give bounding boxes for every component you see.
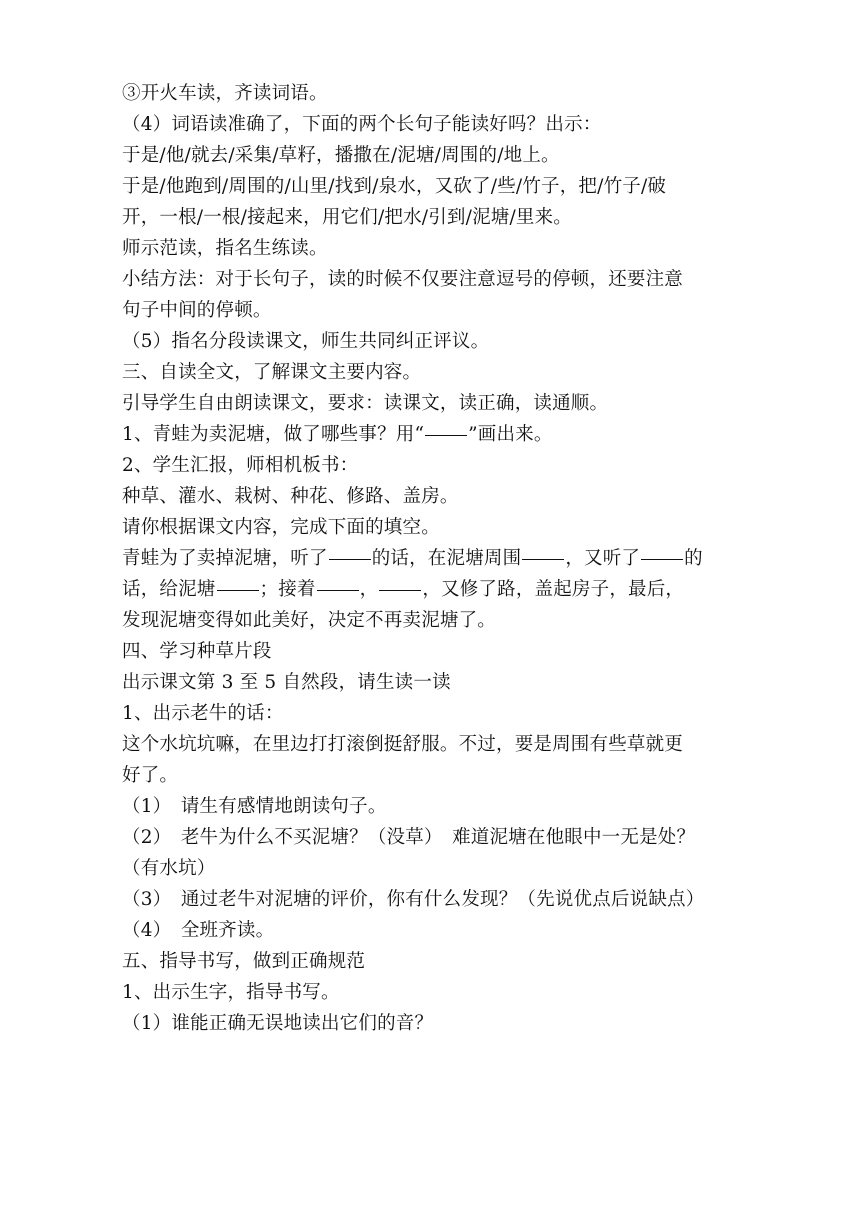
text-line: 1、出示老牛的话： bbox=[122, 703, 284, 724]
text-line: 引导学生自由朗读课文，要求：读课文，读正确，读通顺。 bbox=[122, 393, 609, 414]
fill-blank bbox=[522, 558, 564, 560]
fill-text: 的话，在泥塘周围 bbox=[371, 548, 522, 569]
section-heading: 三、自读全文，了解课文主要内容。 bbox=[122, 362, 422, 383]
text-line: （5）指名分段读课文，师生共同纠正评议。 bbox=[122, 331, 490, 352]
text-line: 种草、灌水、栽树、种花、修路、盖房。 bbox=[122, 486, 459, 507]
text-line: 出示课文第 3 至 5 自然段，请生读一读 bbox=[122, 672, 451, 693]
fill-line-3: 发现泥塘变得如此美好，决定不再卖泥塘了。 bbox=[122, 610, 497, 631]
section-heading: 五、指导书写，做到正确规范 bbox=[122, 951, 366, 972]
text-line: 好了。 bbox=[122, 765, 179, 786]
document-body bbox=[122, 78, 744, 1039]
frog-question-line bbox=[122, 419, 744, 450]
text-line: 开，一根/一根/接起来，用它们/把水/引到/泥塘/里来。 bbox=[122, 207, 572, 228]
fill-text: ， bbox=[359, 579, 379, 600]
text-line: （4） 全班齐读。 bbox=[122, 920, 275, 941]
fill-blank bbox=[329, 558, 371, 560]
fill-blank bbox=[379, 589, 421, 591]
text-line: （1）谁能正确无误地读出它们的音？ bbox=[122, 1013, 434, 1034]
text-line: （3） 通过老牛对泥塘的评价，你有什么发现？（先说优点后说缺点） bbox=[122, 889, 705, 910]
text-line: 请你根据课文内容，完成下面的填空。 bbox=[122, 517, 440, 538]
text-line: 这个水坑坑嘛，在里边打打滚倒挺舒服。不过，要是周围有些草就更 bbox=[122, 734, 684, 755]
text-line: 于是/他/就去/采集/草籽，播撒在/泥塘/周围的/地上。 bbox=[122, 145, 560, 166]
text-line: 于是/他跑到/周围的/山里/找到/泉水，又砍了/些/竹子，把/竹子/破 bbox=[122, 176, 667, 197]
text-line: （有水坑） bbox=[122, 858, 216, 879]
fill-text: 话，给泥塘 bbox=[122, 579, 216, 600]
text-line: 小结方法：对于长句子，读的时候不仅要注意逗号的停顿，还要注意 bbox=[122, 269, 684, 290]
fill-blank bbox=[425, 434, 467, 436]
frog-question-before: 1、青蛙为卖泥塘，做了哪些事？用“ bbox=[122, 424, 425, 445]
fill-blank bbox=[641, 558, 683, 560]
section-heading: 四、学习种草片段 bbox=[122, 641, 272, 662]
fill-text: ，又听了 bbox=[565, 548, 641, 569]
fill-text: ，又修了路，盖起房子，最后， bbox=[422, 579, 685, 600]
text-line: 句子中间的停顿。 bbox=[122, 300, 272, 321]
text-line: 1、出示生字，指导书写。 bbox=[122, 982, 340, 1003]
fill-line-2 bbox=[122, 574, 744, 605]
text-line: ③开火车读，齐读词语。 bbox=[122, 83, 328, 104]
fill-text: 的 bbox=[684, 548, 703, 569]
fill-line-1 bbox=[122, 543, 744, 574]
fill-text: ；接着 bbox=[259, 579, 316, 600]
text-line: （1） 请生有感情地朗读句子。 bbox=[122, 796, 387, 817]
fill-blank bbox=[217, 589, 259, 591]
text-line: 2、学生汇报，师相机板书： bbox=[122, 455, 359, 476]
frog-question-after: ”画出来。 bbox=[468, 424, 553, 445]
text-line: （4）词语读准确了，下面的两个长句子能读好吗？出示： bbox=[122, 114, 602, 135]
fill-text: 青蛙为了卖掉泥塘，听了 bbox=[122, 548, 328, 569]
text-line: （2） 老牛为什么不买泥塘？（没草） 难道泥塘在他眼中一无是处？ bbox=[122, 827, 696, 848]
text-line: 师示范读，指名生练读。 bbox=[122, 238, 328, 259]
fill-blank bbox=[317, 589, 359, 591]
